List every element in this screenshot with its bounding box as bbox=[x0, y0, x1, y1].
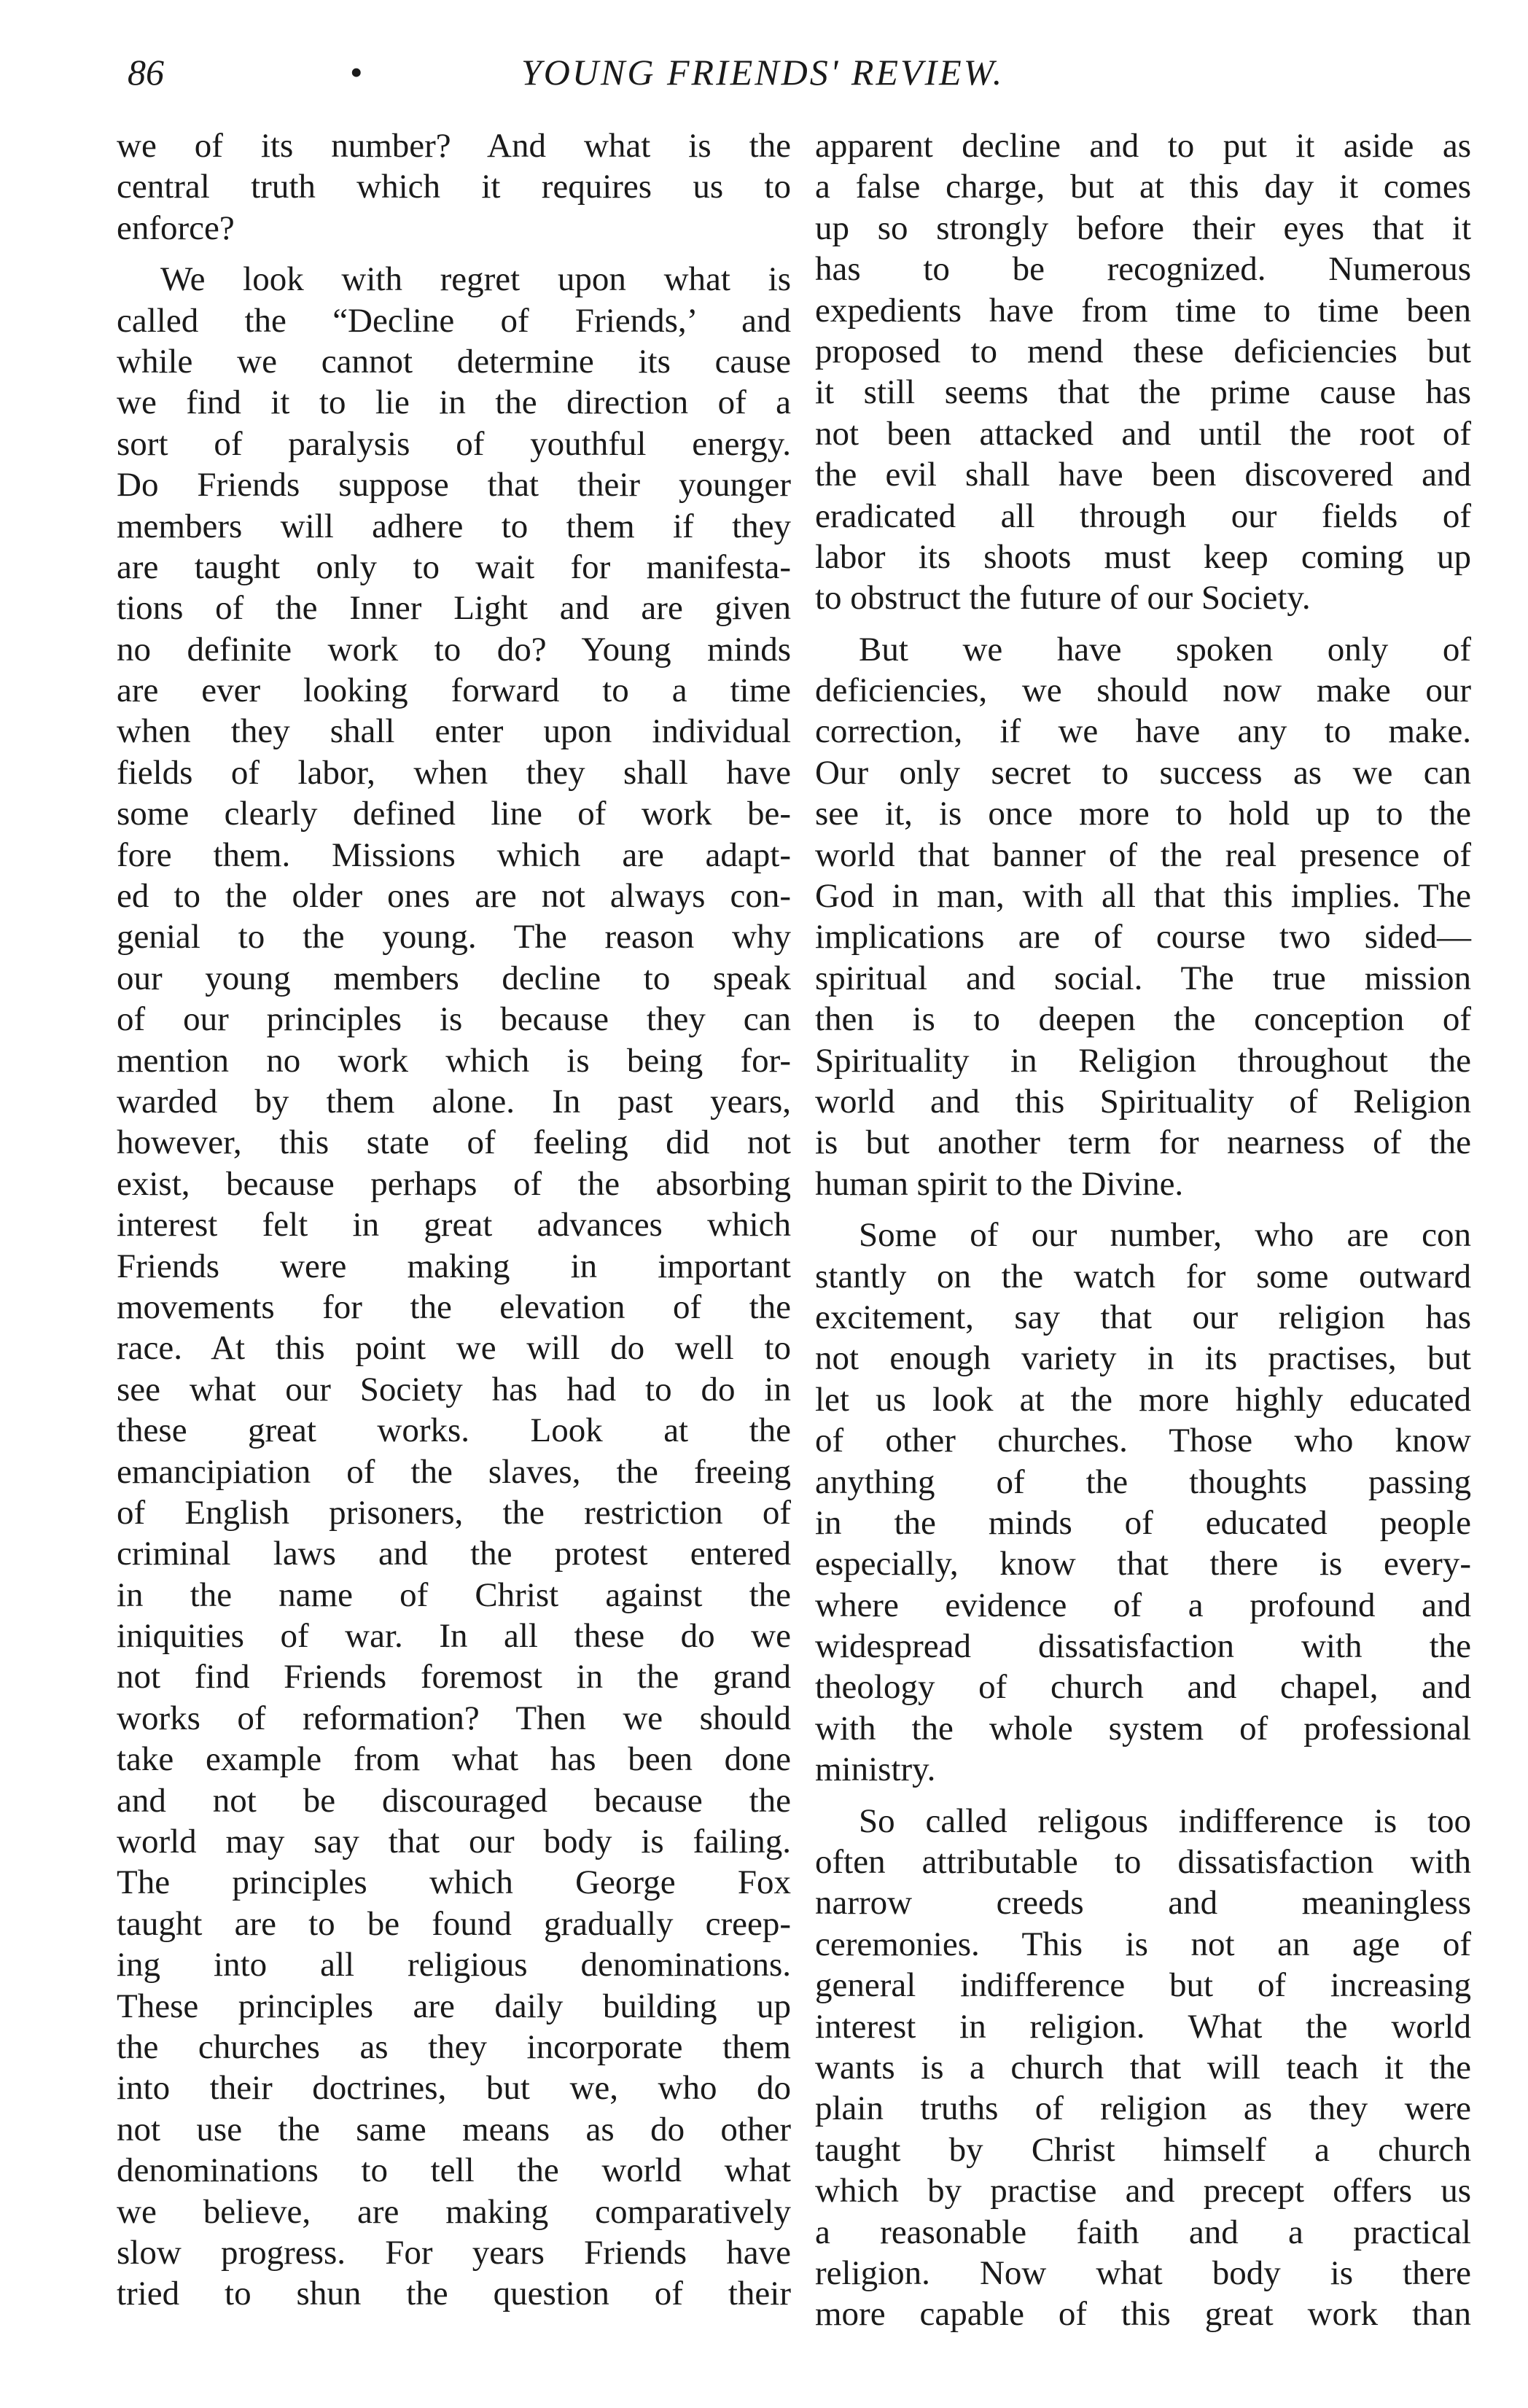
text-line: criminal laws and the protest entered bbox=[117, 1535, 791, 1573]
text-line: Do Friends suppose that their younger bbox=[117, 466, 791, 504]
text-line: see it, is once more to hold up to the bbox=[815, 795, 1471, 833]
text-line: exist, because perhaps of the absorbing bbox=[117, 1164, 791, 1203]
text-line: however, this state of feeling did not bbox=[117, 1123, 791, 1162]
running-header bbox=[128, 51, 1454, 102]
text-line: these great works. Look at the bbox=[117, 1411, 791, 1450]
text-line: the churches as they incorporate them bbox=[117, 2027, 791, 2066]
text-line: while we cannot determine its cause bbox=[117, 342, 791, 381]
text-line: when they shall enter upon individual bbox=[117, 712, 791, 751]
header-ornament: • bbox=[350, 52, 363, 93]
page-number: 86 bbox=[128, 52, 164, 93]
right-text-column bbox=[815, 125, 1471, 2335]
text-line: we find it to lie in the direction of a bbox=[117, 383, 791, 422]
text-line: see what our Society has had to do in bbox=[117, 1370, 791, 1408]
text-line: members will adhere to them if they bbox=[117, 507, 791, 545]
text-line: implications are of course two sided— bbox=[815, 918, 1471, 956]
text-line: The principles which George Fox bbox=[117, 1863, 791, 1902]
text-line: wants is a church that will teach it the bbox=[815, 2048, 1471, 2086]
text-line: are taught only to wait for manifesta- bbox=[117, 548, 791, 586]
text-line: where evidence of a profound and bbox=[815, 1586, 1471, 1624]
text-line: apparent decline and to put it aside as bbox=[815, 127, 1471, 165]
text-line: a reasonable faith and a practical bbox=[815, 2213, 1471, 2251]
text-line: taught by Christ himself a church bbox=[815, 2130, 1471, 2169]
text-line: world and this Spirituality of Religion bbox=[815, 1082, 1471, 1121]
text-line: often attributable to dissatisfaction with bbox=[815, 1843, 1471, 1882]
text-line: take example from what has been done bbox=[117, 1740, 791, 1779]
text-line: has to be recognized. Numerous bbox=[815, 250, 1471, 289]
text-line: race. At this point we will do well to bbox=[117, 1329, 791, 1368]
text-line: our young members decline to speak bbox=[117, 959, 791, 997]
text-line: some clearly defined line of work be- bbox=[117, 795, 791, 833]
text-line: fore them. Missions which are adapt- bbox=[117, 835, 791, 874]
paragraph-gap bbox=[117, 249, 791, 259]
paragraph-gap bbox=[815, 1204, 1471, 1215]
text-line: in the name of Christ against the bbox=[117, 1575, 791, 1614]
left-text-column bbox=[117, 125, 791, 2315]
text-line: is but another term for nearness of the bbox=[815, 1123, 1471, 1162]
text-line: up so strongly before their eyes that it bbox=[815, 209, 1471, 247]
text-line: God in man, with all that this implies. The bbox=[815, 877, 1471, 916]
text-line: interest in religion. What the world bbox=[815, 2007, 1471, 2046]
text-line: spiritual and social. The true mission bbox=[815, 959, 1471, 997]
text-line: no definite work to do? Young minds bbox=[117, 630, 791, 669]
text-line: world may say that our body is failing. bbox=[117, 1823, 791, 1861]
text-line: Some of our number, who are con bbox=[859, 1216, 1471, 1255]
text-line: widespread dissatisfaction with the bbox=[815, 1627, 1471, 1666]
text-line: taught are to be found gradually creep- bbox=[117, 1904, 791, 1943]
text-line: a false charge, but at this day it comes bbox=[815, 168, 1471, 206]
text-line: iniquities of war. In all these do we bbox=[117, 1617, 791, 1656]
text-line: general indifference but of increasing bbox=[815, 1966, 1471, 2005]
paragraph-gap bbox=[815, 1791, 1471, 1801]
text-line: genial to the young. The reason why bbox=[117, 918, 791, 956]
text-line: not use the same means as do other bbox=[117, 2110, 791, 2148]
text-line: labor its shoots must keep coming up bbox=[815, 537, 1471, 576]
text-line: of English prisoners, the restriction of bbox=[117, 1493, 791, 1532]
text-line: sort of paralysis of youthful energy. bbox=[117, 424, 791, 463]
text-line: of our principles is because they can bbox=[117, 1000, 791, 1039]
text-line: Spirituality in Religion throughout the bbox=[815, 1041, 1471, 1080]
text-line: which by practise and precept offers us bbox=[815, 2172, 1471, 2210]
text-line: human spirit to the Divine. bbox=[815, 1164, 1184, 1203]
running-title: YOUNG FRIENDS' REVIEW. bbox=[521, 52, 1005, 93]
text-line: it still seems that the prime cause has bbox=[815, 373, 1471, 412]
text-line: expedients have from time to time been bbox=[815, 291, 1471, 330]
text-line: let us look at the more highly educated bbox=[815, 1380, 1471, 1419]
text-line: proposed to mend these deficiencies but bbox=[815, 332, 1471, 370]
text-line: stantly on the watch for some outward bbox=[815, 1257, 1471, 1295]
text-line: ing into all religious denominations. bbox=[117, 1946, 791, 1984]
text-line: correction, if we have any to make. bbox=[815, 712, 1471, 751]
text-line: not find Friends foremost in the grand bbox=[117, 1658, 791, 1696]
text-line: Friends were making in important bbox=[117, 1247, 791, 1285]
text-line: ministry. bbox=[815, 1750, 936, 1789]
text-line: tions of the Inner Light and are given bbox=[117, 589, 791, 628]
text-line: plain truths of religion as they were bbox=[815, 2089, 1471, 2128]
text-line: Our only secret to success as we can bbox=[815, 753, 1471, 792]
text-line: ed to the older ones are not always con- bbox=[117, 877, 791, 916]
paragraph-gap bbox=[815, 619, 1471, 629]
text-line: called the “Decline of Friends,’ and bbox=[117, 301, 791, 340]
text-line: tried to shun the question of their bbox=[117, 2275, 791, 2313]
text-line: interest felt in great advances which bbox=[117, 1206, 791, 1244]
text-line: So called religous indifference is too bbox=[859, 1801, 1471, 1840]
text-line: enforce? bbox=[117, 209, 235, 247]
text-line: we believe, are making comparatively bbox=[117, 2192, 791, 2231]
text-line: to obstruct the future of our Society. bbox=[815, 579, 1311, 617]
text-line: emancipiation of the slaves, the freeing bbox=[117, 1452, 791, 1491]
text-line: of other churches. Those who know bbox=[815, 1422, 1471, 1460]
text-line: These principles are daily building up bbox=[117, 1987, 791, 2025]
text-line: into their doctrines, but we, who do bbox=[117, 2069, 791, 2108]
text-line: religion. Now what body is there bbox=[815, 2253, 1471, 2292]
text-line: not been attacked and until the root of bbox=[815, 414, 1471, 453]
text-line: movements for the elevation of the bbox=[117, 1287, 791, 1326]
text-line: But we have spoken only of bbox=[859, 630, 1471, 669]
text-line: narrow creeds and meaningless bbox=[815, 1884, 1471, 1922]
text-line: deficiencies, we should now make our bbox=[815, 671, 1471, 710]
text-line: are ever looking forward to a time bbox=[117, 671, 791, 710]
text-line: denominations to tell the world what bbox=[117, 2151, 791, 2190]
text-line: We look with regret upon what is bbox=[160, 260, 791, 299]
text-line: theology of church and chapel, and bbox=[815, 1668, 1471, 1707]
text-line: fields of labor, when they shall have bbox=[117, 753, 791, 792]
text-line: world that banner of the real presence of bbox=[815, 835, 1471, 874]
text-line: in the minds of educated people bbox=[815, 1503, 1471, 1542]
text-line: slow progress. For years Friends have bbox=[117, 2233, 791, 2272]
text-line: and not be discouraged because the bbox=[117, 1781, 791, 1820]
text-line: mention no work which is being for- bbox=[117, 1041, 791, 1080]
text-line: more capable of this great work than bbox=[815, 2295, 1471, 2334]
text-line: central truth which it requires us to bbox=[117, 168, 791, 206]
text-line: the evil shall have been discovered and bbox=[815, 456, 1471, 494]
text-line: anything of the thoughts passing bbox=[815, 1462, 1471, 1501]
text-line: warded by them alone. In past years, bbox=[117, 1082, 791, 1121]
text-line: we of its number? And what is the bbox=[117, 127, 791, 165]
text-line: eradicated all through our fields of bbox=[815, 496, 1471, 535]
text-line: works of reformation? Then we should bbox=[117, 1699, 791, 1737]
text-line: not enough variety in its practises, but bbox=[815, 1339, 1471, 1378]
text-line: excitement, say that our religion has bbox=[815, 1298, 1471, 1336]
text-line: especially, know that there is every- bbox=[815, 1545, 1471, 1583]
text-line: with the whole system of professional bbox=[815, 1709, 1471, 1747]
text-line: ceremonies. This is not an age of bbox=[815, 1925, 1471, 1963]
text-line: then is to deepen the conception of bbox=[815, 1000, 1471, 1039]
